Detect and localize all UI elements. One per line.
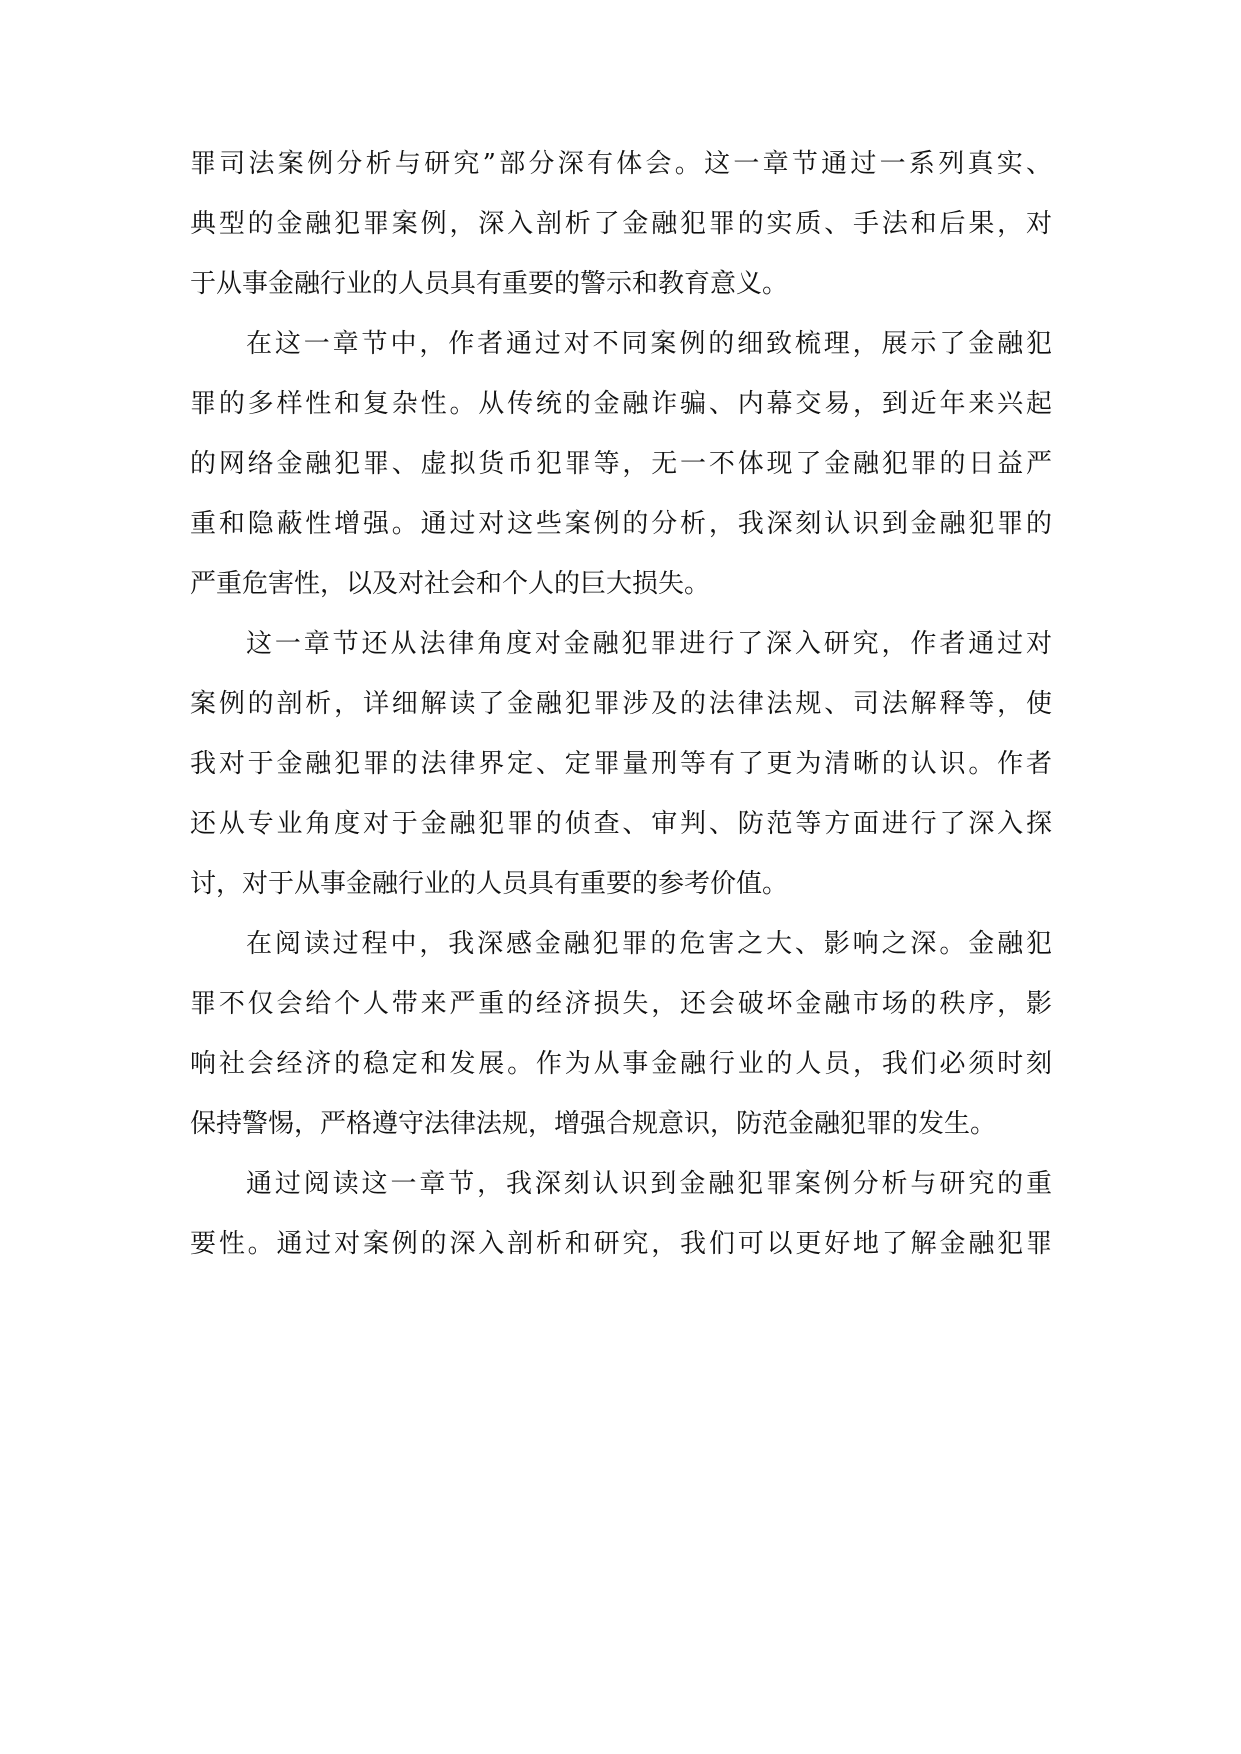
text-line: 要性。通过对案例的深入剖析和研究，我们可以更好地了解金融犯罪 bbox=[190, 1229, 1052, 1259]
text-line: 保持警惕，严格遵守法律法规，增强合规意识，防范金融犯罪的发生。 bbox=[190, 1109, 997, 1139]
text-line: 于从事金融行业的人员具有重要的警示和教育意义。 bbox=[190, 269, 789, 299]
text-line: 案例的剖析，详细解读了金融犯罪涉及的法律法规、司法解释等，使 bbox=[190, 689, 1052, 719]
text-line: 我对于金融犯罪的法律界定、定罪量刑等有了更为清晰的认识。作者 bbox=[190, 749, 1052, 779]
text-line: 在阅读过程中，我深感金融犯罪的危害之大、影响之深。金融犯 bbox=[246, 929, 1052, 959]
text-line: 罪司法案例分析与研究”部分深有体会。这一章节通过一系列真实、 bbox=[190, 149, 1052, 179]
paragraph bbox=[190, 1154, 1052, 1274]
body-text bbox=[190, 134, 1052, 1274]
text-line: 通过阅读这一章节，我深刻认识到金融犯罪案例分析与研究的重 bbox=[246, 1169, 1052, 1199]
paragraph bbox=[190, 314, 1052, 614]
text-line: 罪的多样性和复杂性。从传统的金融诈骗、内幕交易，到近年来兴起 bbox=[190, 389, 1052, 419]
text-line: 还从专业角度对于金融犯罪的侦查、审判、防范等方面进行了深入探 bbox=[190, 809, 1052, 839]
text-line: 讨，对于从事金融行业的人员具有重要的参考价值。 bbox=[190, 869, 789, 899]
text-line: 严重危害性，以及对社会和个人的巨大损失。 bbox=[190, 569, 711, 599]
paragraph bbox=[190, 914, 1052, 1154]
paragraph bbox=[190, 134, 1052, 314]
text-line: 罪不仅会给个人带来严重的经济损失，还会破坏金融市场的秩序，影 bbox=[190, 989, 1052, 1019]
text-line: 的网络金融犯罪、虚拟货币犯罪等，无一不体现了金融犯罪的日益严 bbox=[190, 449, 1052, 479]
text-line: 重和隐蔽性增强。通过对这些案例的分析，我深刻认识到金融犯罪的 bbox=[190, 509, 1052, 539]
text-line: 响社会经济的稳定和发展。作为从事金融行业的人员，我们必须时刻 bbox=[190, 1049, 1052, 1079]
text-line: 在这一章节中，作者通过对不同案例的细致梳理，展示了金融犯 bbox=[246, 329, 1052, 359]
text-line: 这一章节还从法律角度对金融犯罪进行了深入研究，作者通过对 bbox=[246, 629, 1052, 659]
text-line: 典型的金融犯罪案例，深入剖析了金融犯罪的实质、手法和后果，对 bbox=[190, 209, 1052, 239]
paragraph bbox=[190, 614, 1052, 914]
